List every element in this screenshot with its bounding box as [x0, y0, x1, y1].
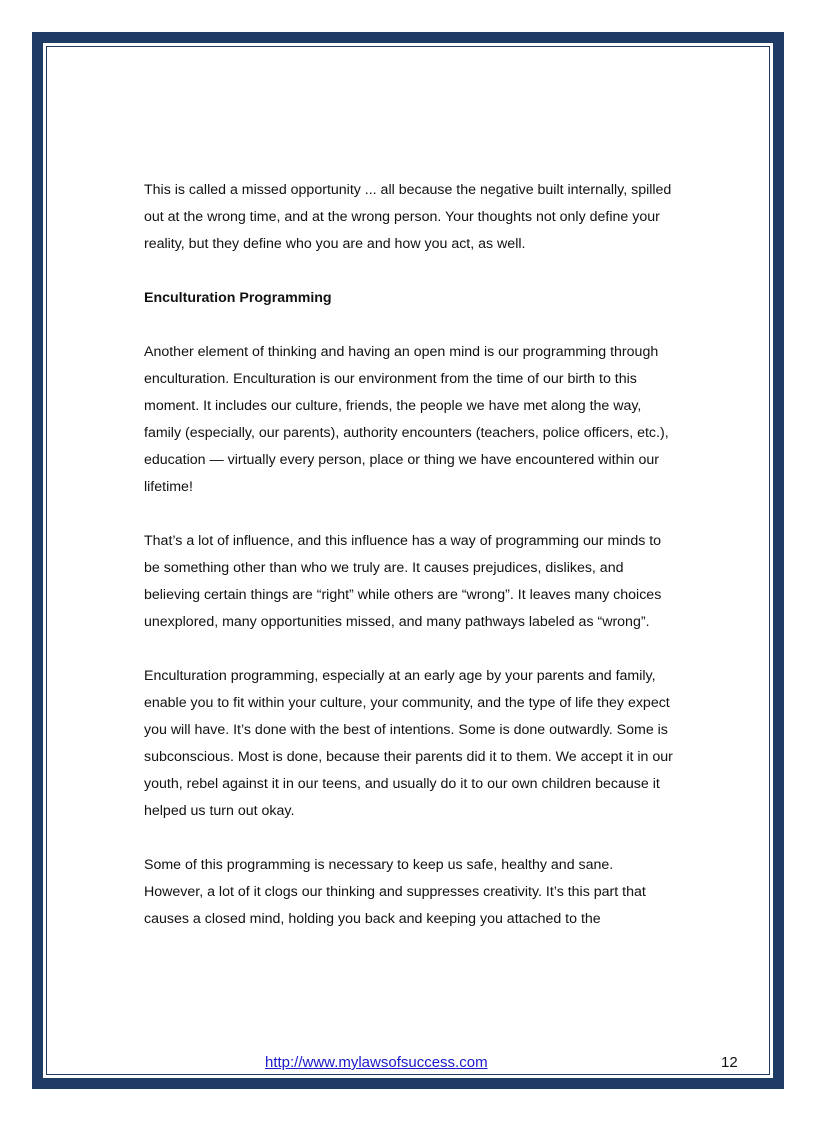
paragraph-necessary-programming: Some of this programming is necessary to keep us safe, healthy and sane. However, a lot of it clogs our thinking and suppresses creativity. It’s this part that causes a closed mind, holding you back and keeping you attached to the — [144, 857, 646, 927]
paragraph-influence: That’s a lot of influence, and this influence has a way of programming our minds to be something other than who we truly are. It causes prejudices, dislikes, and believing certain things are “right” while others are “wrong”. It leaves many choices unexplored, many opportunities missed, and many pathways labeled as “wrong”. — [144, 533, 662, 630]
document-body — [144, 177, 674, 960]
footer-website-link[interactable]: http://www.mylawsofsuccess.com — [265, 1054, 488, 1071]
section-heading: Enculturation Programming — [144, 290, 332, 306]
page-number: 12 — [721, 1054, 738, 1071]
paragraph-missed-opportunity: This is called a missed opportunity ... all because the negative built internally, spilled out at the wrong time, and at the wrong person. Your thoughts not only define your reality, but they define who you are and how you act, as well. — [144, 182, 672, 252]
paragraph-enculturation-programming: Enculturation programming, especially at an early age by your parents and family, enable you to fit within your culture, your community, and the type of life they expect you will have. It’s done with the best of intentions. Some is done outwardly. Some is subconscious. Most is done, because their parents did it to them. We accept it in our youth, rebel against it in our teens, and usually do it to our own children because it helped us turn out okay. — [144, 668, 673, 819]
paragraph-enculturation-intro: Another element of thinking and having an open mind is our programming through enculturation. Enculturation is our environment from the time of our birth to this moment. It includes our culture, friends, the people we have met along the way, family (especially, our parents), authority encounters (teachers, police officers, etc.), education — virtually every person, place or thing we have encountered within our lifetime! — [144, 344, 669, 495]
